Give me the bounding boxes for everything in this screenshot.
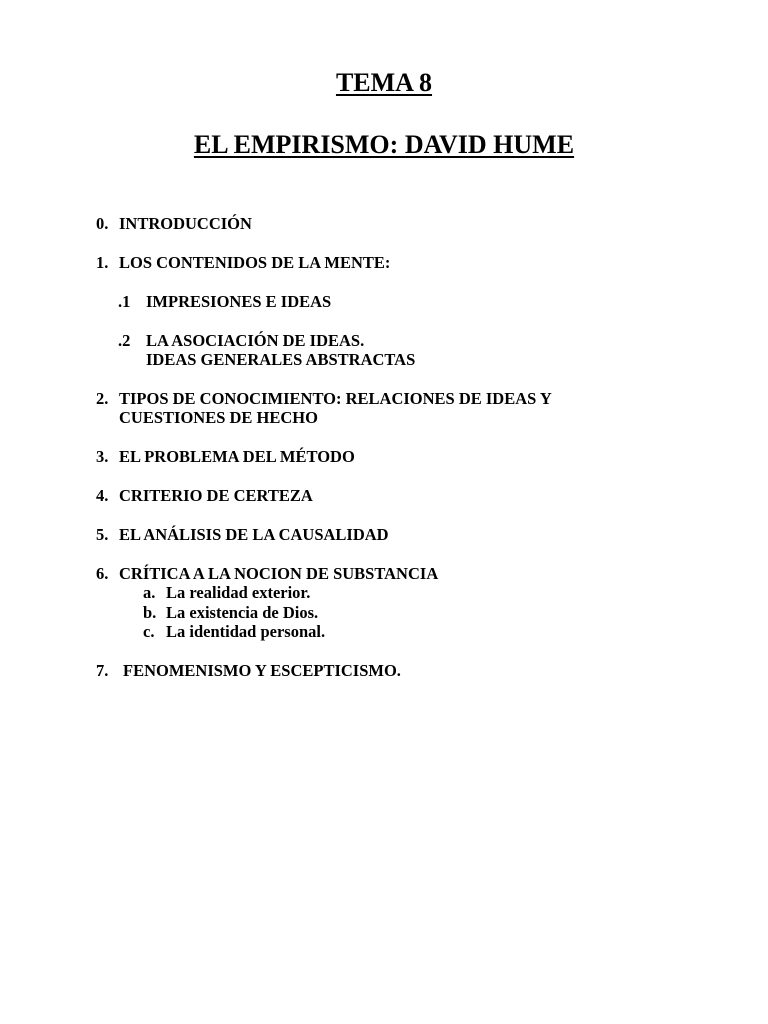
item-letter: b. [143, 603, 157, 622]
item-text: La existencia de Dios. [166, 603, 319, 622]
tema-heading: TEMA 8 [335, 68, 433, 97]
item-text: IMPRESIONES E IDEAS [146, 292, 332, 311]
item-number: 3. [96, 447, 109, 466]
item-number: .1 [118, 292, 131, 311]
item-number: 4. [96, 486, 109, 505]
item-text: TIPOS DE CONOCIMIENTO: RELACIONES DE IDEAS Y [119, 389, 552, 408]
document-title: EL EMPIRISMO: DAVID HUME [193, 130, 575, 159]
item-text: EL PROBLEMA DEL MÉTODO [119, 447, 355, 466]
item-text: EL ANÁLISIS DE LA CAUSALIDAD [119, 525, 389, 544]
item-text: La realidad exterior. [166, 583, 311, 602]
item-number: 5. [96, 525, 109, 544]
item-letter: a. [143, 583, 156, 602]
item-number: 6. [96, 564, 109, 583]
item-number: 2. [96, 389, 109, 408]
item-text: INTRODUCCIÓN [119, 214, 252, 233]
item-text: CRÍTICA A LA NOCION DE SUBSTANCIA [119, 564, 439, 583]
item-number: .2 [118, 331, 131, 350]
item-text: LOS CONTENIDOS DE LA MENTE: [119, 253, 391, 272]
item-text: La identidad personal. [166, 622, 326, 641]
item-number: 0. [96, 214, 109, 233]
item-number: 7. [96, 661, 109, 680]
item-text: FENOMENISMO Y ESCEPTICISMO. [123, 661, 401, 680]
item-text: IDEAS GENERALES ABSTRACTAS [146, 350, 416, 369]
item-number: 1. [96, 253, 109, 272]
item-text: CUESTIONES DE HECHO [119, 408, 318, 427]
item-letter: c. [143, 622, 155, 641]
item-text: CRITERIO DE CERTEZA [119, 486, 313, 505]
item-text: LA ASOCIACIÓN DE IDEAS. [146, 331, 365, 350]
